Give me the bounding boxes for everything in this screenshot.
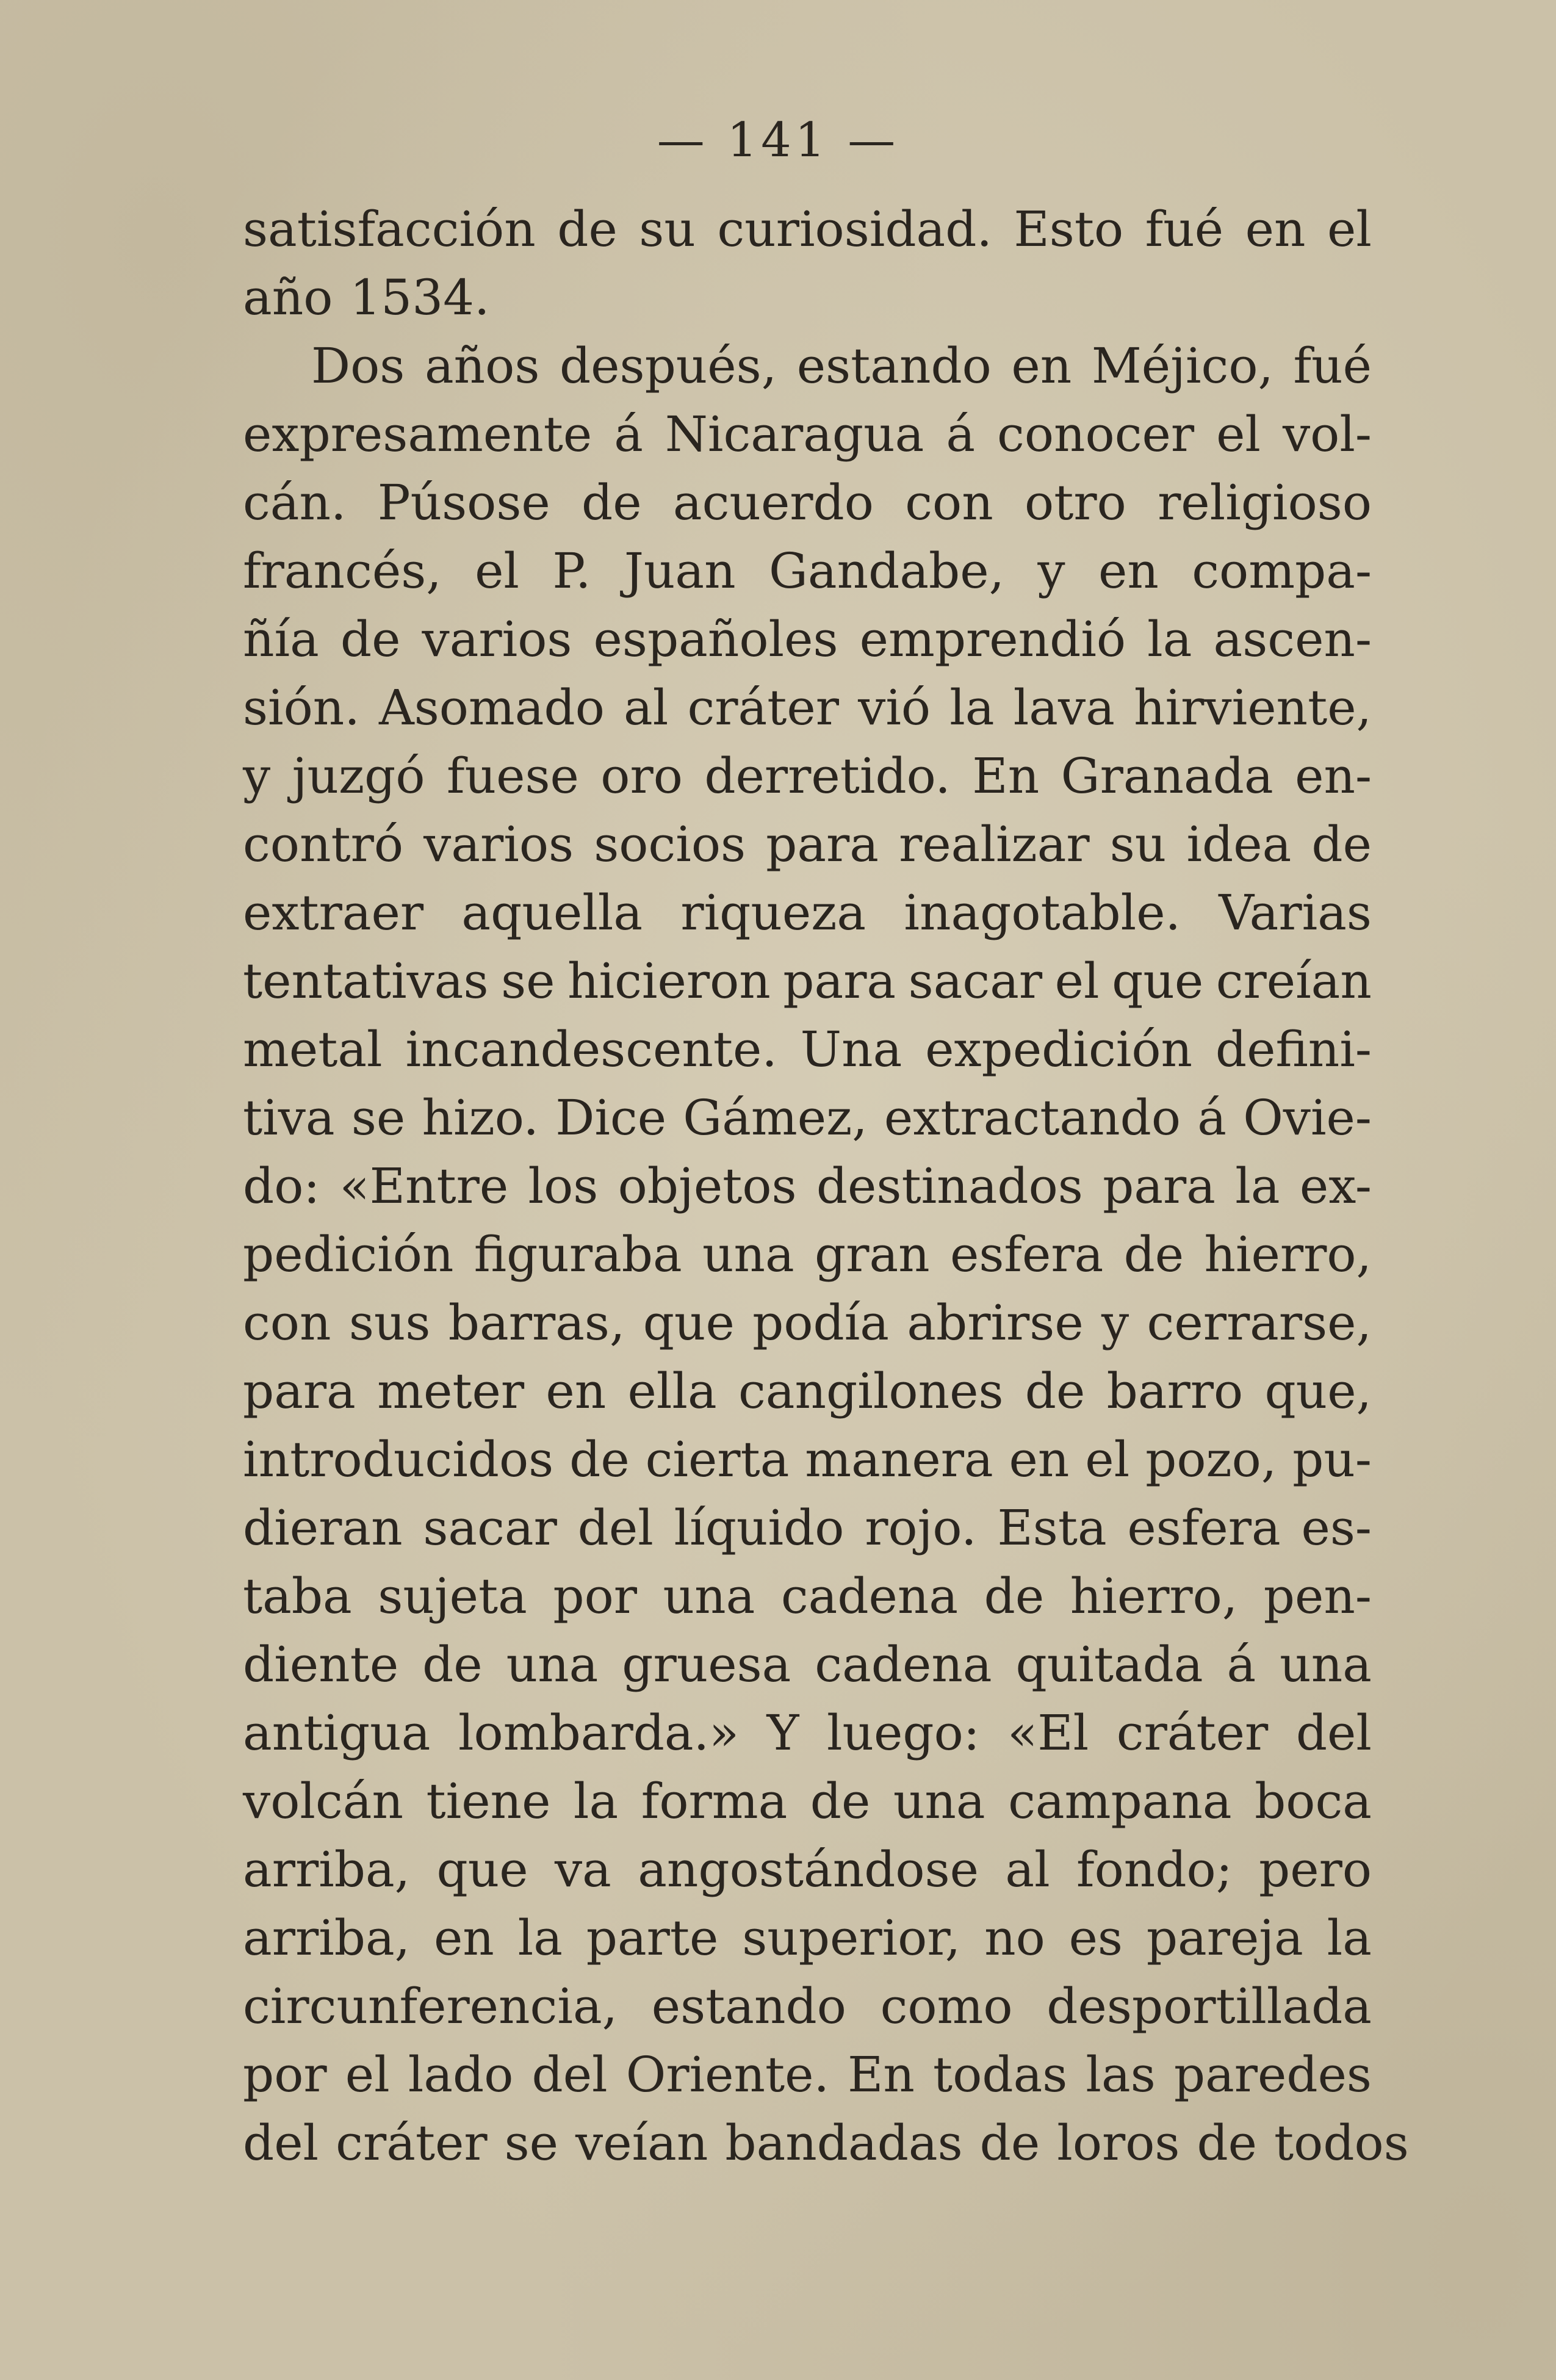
text-line: ñía de varios españoles emprendió la ascen- (243, 611, 1372, 668)
text-line: dieran sacar del líquido rojo. Esta esfera es- (243, 1499, 1372, 1556)
text-line: Dos años después, estando en Méjico, fué (311, 337, 1372, 394)
text-line: año 1534. (243, 269, 490, 326)
text-line: taba sujeta por una cadena de hierro, pen- (243, 1568, 1372, 1625)
page-number: — 141 — (657, 113, 899, 168)
text-line: arriba, en la parte superior, no es pareja la (243, 1909, 1372, 1966)
text-line: do: «Entre los objetos destinados para la ex- (243, 1158, 1372, 1214)
text-line: antigua lombarda.» Y luego: «El cráter del (243, 1704, 1372, 1761)
text-line: y juzgó fuese oro derretido. En Granada en- (243, 748, 1372, 804)
text-line: con sus barras, que podía abrirse y cerrarse, (243, 1294, 1372, 1351)
body-text (243, 195, 1409, 2177)
text-line: cán. Púsose de acuerdo con otro religioso (243, 474, 1372, 531)
text-line: pedición figuraba una gran esfera de hierro, (243, 1226, 1372, 1283)
text-line: francés, el P. Juan Gandabe, y en compa- (243, 543, 1372, 599)
text-line: del cráter se veían bandadas de loros de todos (243, 2115, 1409, 2171)
text-line: sión. Asomado al cráter vió la lava hirviente, (243, 679, 1372, 736)
text-line: satisfacción de su curiosidad. Esto fué en el (243, 201, 1372, 258)
text-line: expresamente á Nicaragua á conocer el vol- (243, 406, 1372, 463)
text-line: tiva se hizo. Dice Gámez, extractando á Ovie- (243, 1089, 1372, 1146)
text-line: arriba, que va angostándose al fondo; pero (243, 1841, 1372, 1898)
text-line: circunferencia, estando como desportillada (243, 1978, 1372, 2035)
text-line: contró varios socios para realizar su idea de (243, 816, 1372, 873)
text-line: diente de una gruesa cadena quitada á una (243, 1636, 1372, 1693)
text-line: metal incandescente. Una expedición defini- (243, 1021, 1372, 1078)
text-line: por el lado del Oriente. En todas las paredes (243, 2046, 1372, 2103)
text-line: volcán tiene la forma de una campana boca (243, 1773, 1372, 1830)
text-line: tentativas se hicieron para sacar el que creían (243, 953, 1372, 1009)
text-line: extraer aquella riqueza inagotable. Varias (243, 884, 1372, 941)
text-line: para meter en ella cangilones de barro que, (243, 1363, 1372, 1419)
text-line: introducidos de cierta manera en el pozo, pu- (243, 1431, 1372, 1488)
